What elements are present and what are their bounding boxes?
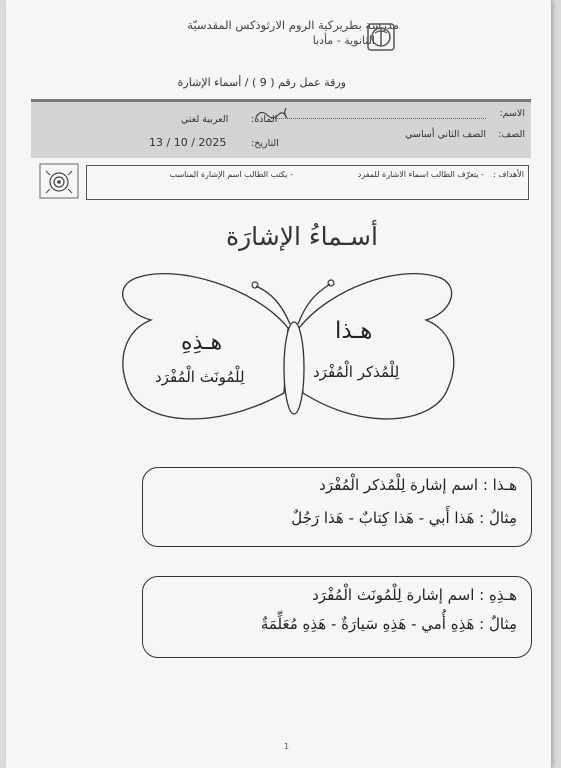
definition-box-masculine <box>142 467 532 547</box>
feminine-definition: هـذِهِ : اسم إشارة لِلْمُونَث الْمُفْرَد <box>312 586 517 604</box>
butterfly-right-subtitle: لِلْمُذكر الْمُفْرَد <box>313 363 400 381</box>
school-name-line2: الثانوية - مأدبا <box>312 34 375 47</box>
goals-target-icon <box>39 163 79 199</box>
date-label: التاريخ: <box>251 138 279 149</box>
school-name-line1: مدرسة بطريركية الروم الارثوذكس المقدسيّة <box>187 18 399 32</box>
class-label: الصف: <box>498 129 525 140</box>
masculine-definition: هـذا : اسم إشارة لِلْمُذكر الْمُفْرَد <box>319 476 517 494</box>
butterfly-left-subtitle: لِلْمُونَث الْمُفْرَد <box>155 368 245 386</box>
date-value: 13 / 10 / 2025 <box>149 136 227 149</box>
name-label: الاسم: <box>499 108 525 119</box>
definition-box-feminine <box>142 576 532 658</box>
page-number: 1 <box>284 742 290 751</box>
main-title: أسـماءُ الإشارَة <box>226 222 378 251</box>
butterfly-antenna-left <box>256 286 290 324</box>
goals-box <box>86 165 529 200</box>
feminine-examples: مِثالٌ : هَذِهِ أُمي - هَذِهِ سَيارَةٌ - هَذِهِ مُعَلِّمَةٌ <box>260 615 517 633</box>
class-value: الصف الثاني أساسي <box>405 129 486 140</box>
goals-label: الأهداف : <box>493 170 524 179</box>
name-line <box>271 118 486 119</box>
butterfly-left-word: هـذِهِ <box>181 330 223 355</box>
subject-value: العربية لغتي <box>181 114 229 125</box>
butterfly-right-word: هـذا <box>335 318 373 344</box>
goal-1: - يتعرّف الطالب اسماء الاشارة للمفرد <box>357 170 484 179</box>
butterfly-right-wing <box>299 274 454 419</box>
school-logo-icon <box>366 22 396 52</box>
worksheet-page <box>6 0 551 768</box>
goal-2: - يكتب الطالب اسم الإشارة المناسب <box>169 170 293 179</box>
masculine-examples: مِثالٌ : هَذا أَبي - هَذا كِتابٌ - هَذا رَجُلٌ <box>291 509 517 527</box>
butterfly-body <box>284 322 304 414</box>
butterfly-drawing <box>116 268 456 438</box>
worksheet-title: ورقة عمل رقم ( 9 ) / أسماء الإشارة <box>177 76 346 89</box>
student-info-header <box>31 99 531 158</box>
subject-label: المادة: <box>251 114 278 125</box>
